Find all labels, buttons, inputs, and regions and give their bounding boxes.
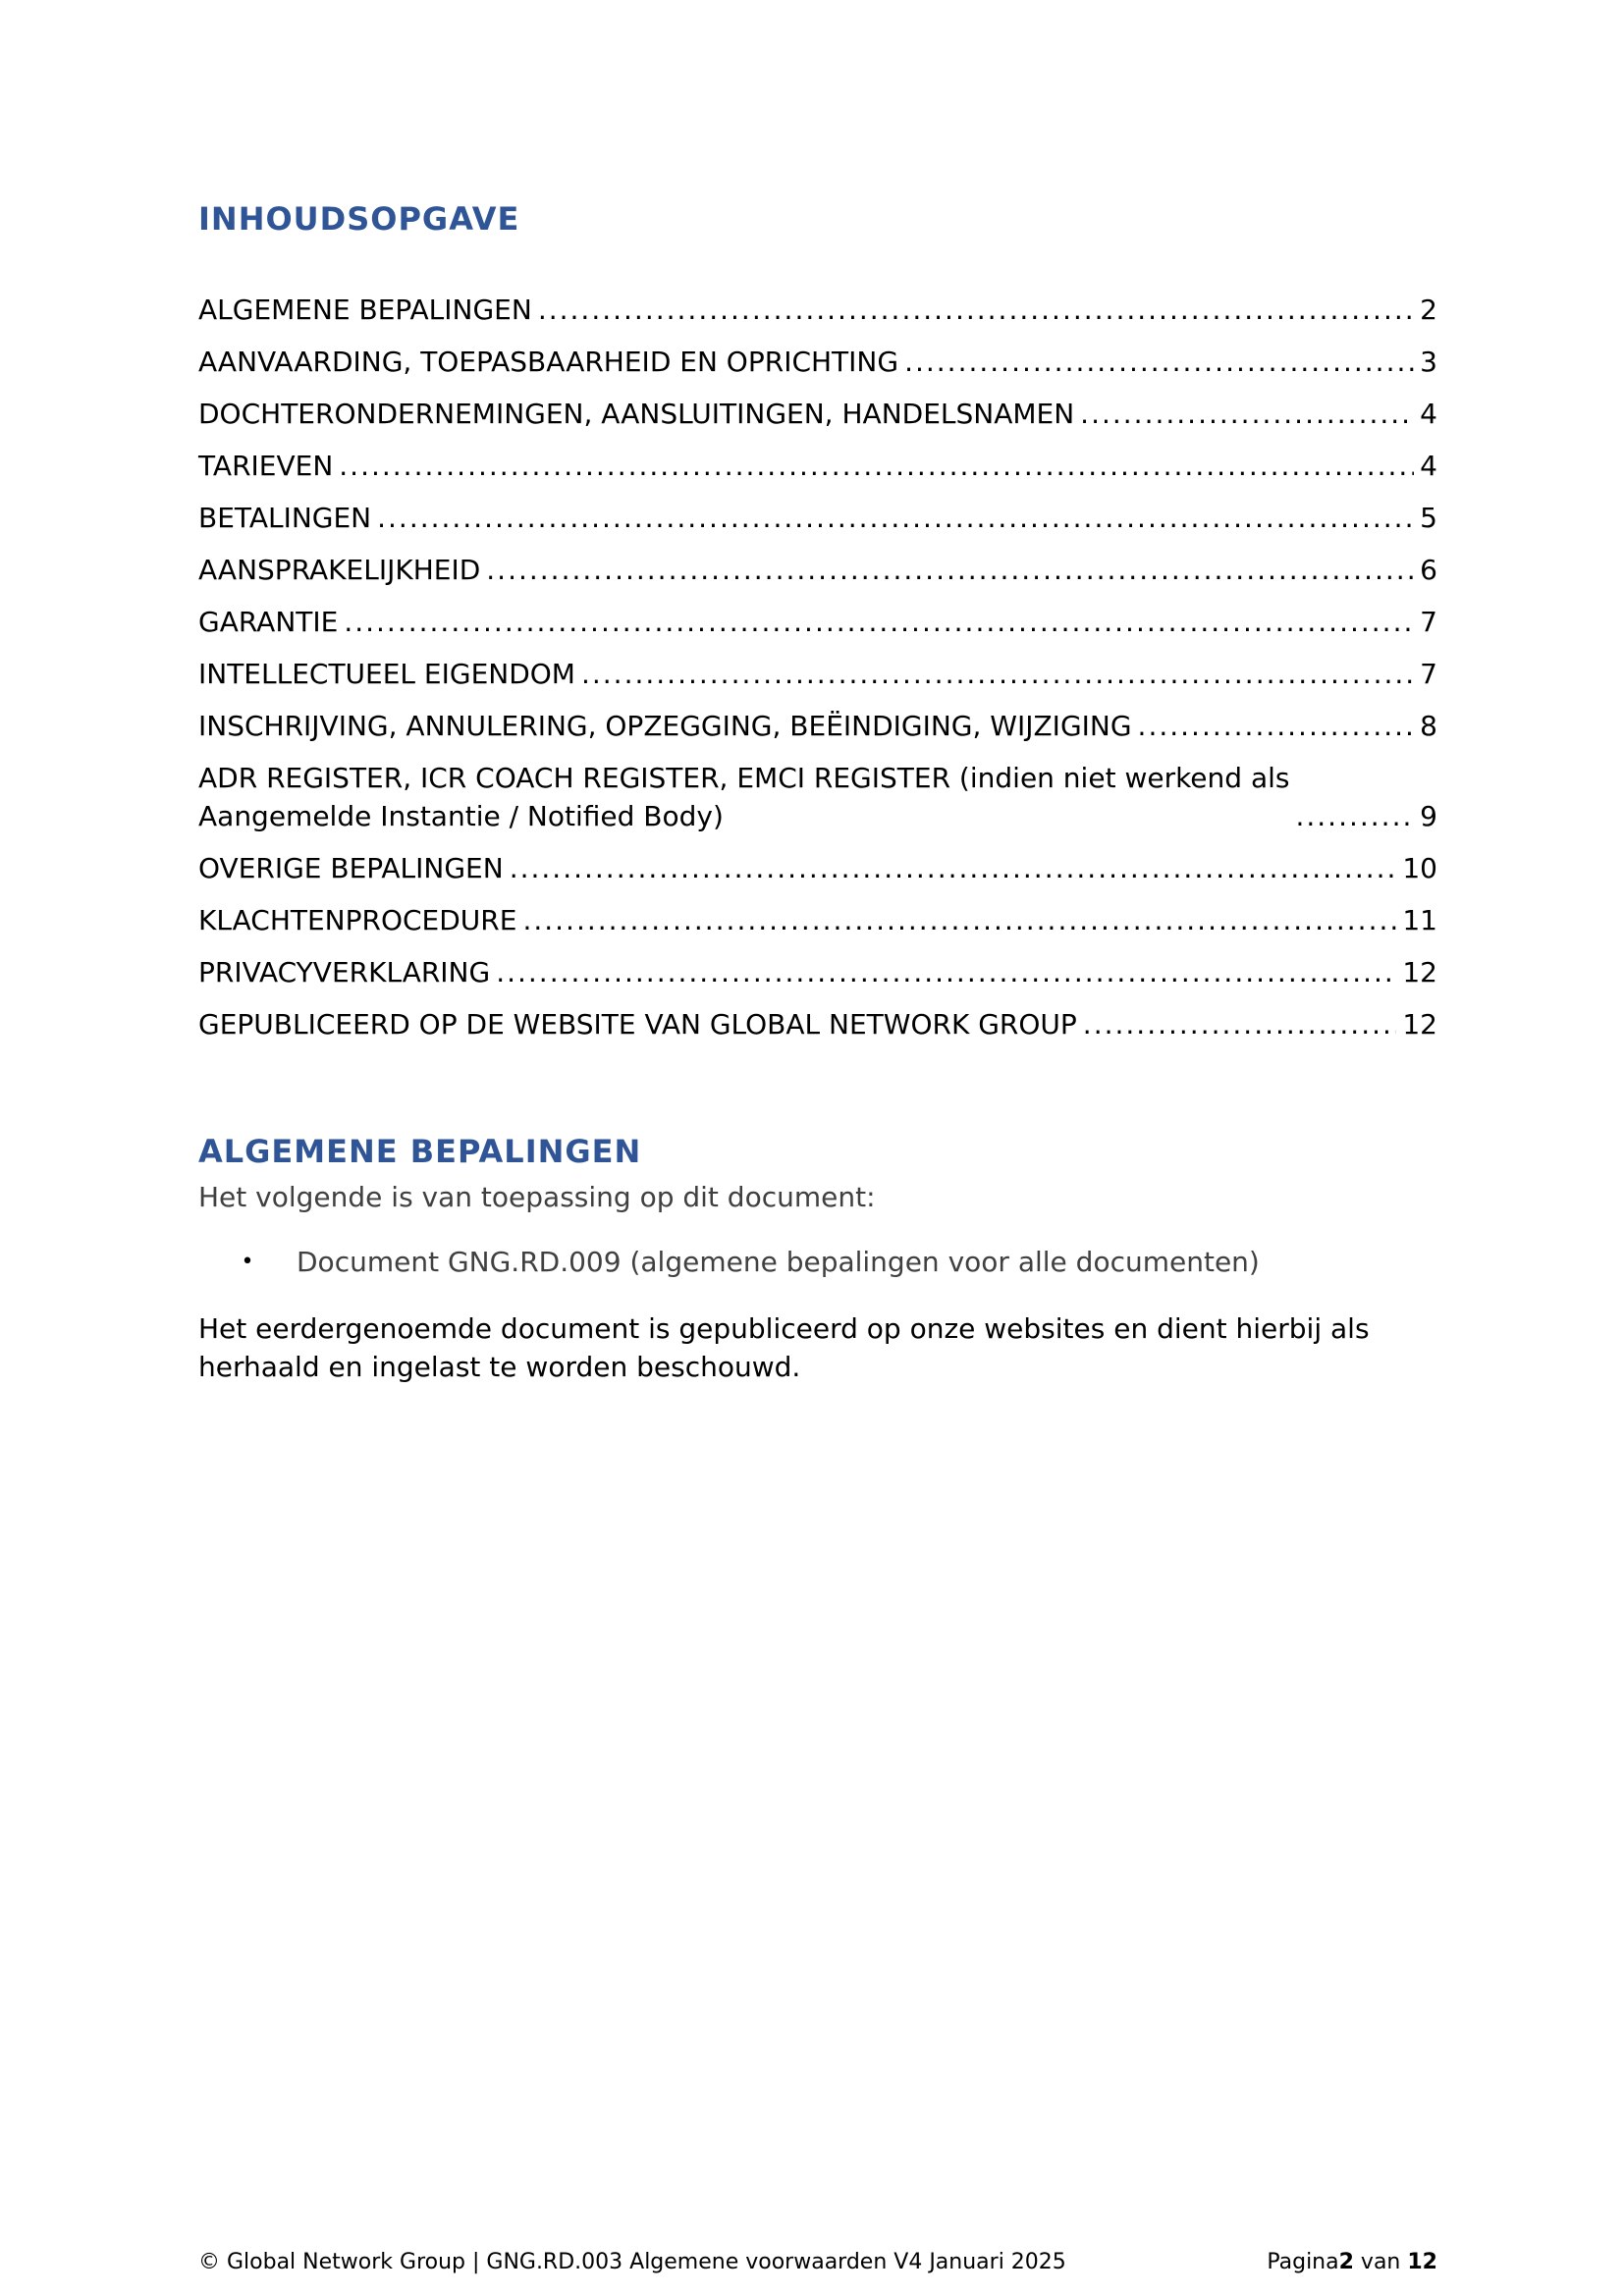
toc-dot-leader bbox=[581, 655, 1414, 693]
list-item bbox=[198, 1243, 1260, 1281]
section-intro: Het volgende is van toepassing op dit document: bbox=[198, 1181, 876, 1213]
toc-entry[interactable] bbox=[198, 707, 1437, 745]
toc-dot-leader bbox=[510, 849, 1397, 887]
toc-page-number: 6 bbox=[1420, 554, 1437, 586]
toc-page-number: 4 bbox=[1420, 398, 1437, 430]
toc-page-number: 12 bbox=[1402, 956, 1437, 988]
toc-entry[interactable] bbox=[198, 447, 1437, 485]
section-body: Het eerdergenoemde document is gepubliceerd op onze websites en dient hierbij als herhaald en ingelast te worden beschouwd. bbox=[198, 1312, 1370, 1383]
toc-entry-label: AANSPRAKELIJKHEID bbox=[198, 554, 481, 586]
toc-entry-label: INTELLECTUEEL EIGENDOM bbox=[198, 658, 575, 690]
toc-dot-leader bbox=[486, 551, 1414, 589]
list-item-text: Document GNG.RD.009 (algemene bepalingen voor alle documenten) bbox=[297, 1246, 1260, 1278]
bullet-icon: • bbox=[241, 1250, 254, 1274]
page-total: 12 bbox=[1407, 2250, 1437, 2274]
toc-page-number: 9 bbox=[1420, 800, 1437, 832]
page-separator: van bbox=[1360, 2250, 1401, 2274]
toc-dot-leader bbox=[1083, 1005, 1397, 1043]
toc-entry[interactable] bbox=[198, 901, 1437, 939]
toc-page-number: 7 bbox=[1420, 606, 1437, 638]
section-heading: ALGEMENE BEPALINGEN bbox=[198, 1133, 642, 1170]
toc-page-number: 7 bbox=[1420, 658, 1437, 690]
toc-page-number: 4 bbox=[1420, 450, 1437, 482]
toc-title: INHOUDSOPGAVE bbox=[198, 200, 520, 238]
toc-page-number: 5 bbox=[1420, 502, 1437, 534]
toc-dot-leader bbox=[1080, 395, 1414, 433]
toc-dot-leader bbox=[344, 603, 1414, 641]
toc-dot-leader bbox=[377, 499, 1414, 537]
toc-entry-label: GEPUBLICEERD OP DE WEBSITE VAN GLOBAL NETWORK GROUP bbox=[198, 1008, 1077, 1041]
toc-entry[interactable] bbox=[198, 603, 1437, 641]
toc-page-number: 10 bbox=[1402, 852, 1437, 884]
toc-dot-leader bbox=[522, 901, 1396, 939]
toc-page-number: 3 bbox=[1420, 346, 1437, 378]
toc-page-number: 12 bbox=[1402, 1008, 1437, 1041]
toc-entry-label: AANVAARDING, TOEPASBAARHEID EN OPRICHTING bbox=[198, 346, 899, 378]
toc-entry-label: DOCHTERONDERNEMINGEN, AANSLUITINGEN, HANDELSNAMEN bbox=[198, 398, 1075, 430]
toc-entry[interactable] bbox=[198, 395, 1437, 433]
toc-entry-label bbox=[198, 759, 1289, 835]
toc-dot-leader bbox=[1138, 707, 1415, 745]
bullet-list bbox=[198, 1243, 1260, 1281]
toc-entry[interactable] bbox=[198, 759, 1437, 835]
toc-entry[interactable] bbox=[198, 499, 1437, 537]
toc-entry[interactable] bbox=[198, 551, 1437, 589]
toc-entry-label: KLACHTENPROCEDURE bbox=[198, 904, 517, 936]
toc-entry-label: ALGEMENE BEPALINGEN bbox=[198, 294, 532, 326]
toc-entry-label-line2: Aangemelde Instantie / Notified Body) bbox=[198, 800, 724, 832]
toc-entry-label: TARIEVEN bbox=[198, 450, 334, 482]
page-footer bbox=[198, 2248, 1437, 2277]
page-current: 2 bbox=[1338, 2250, 1354, 2274]
toc-dot-leader bbox=[538, 291, 1414, 329]
toc-entry-label-line1: ADR REGISTER, ICR COACH REGISTER, EMCI REGISTER (indien niet werkend als bbox=[198, 762, 1290, 794]
toc-entry[interactable] bbox=[198, 849, 1437, 887]
toc-page-number: 2 bbox=[1420, 294, 1437, 326]
toc-page-number: 8 bbox=[1420, 710, 1437, 742]
toc-dot-leader bbox=[339, 447, 1414, 485]
page-label: Pagina bbox=[1267, 2250, 1339, 2274]
toc-entry-label: PRIVACYVERKLARING bbox=[198, 956, 491, 988]
toc-entry[interactable] bbox=[198, 655, 1437, 693]
toc-entry[interactable] bbox=[198, 291, 1437, 329]
toc-entry[interactable] bbox=[198, 1005, 1437, 1043]
toc-entry-label: GARANTIE bbox=[198, 606, 339, 638]
toc-entry-label: INSCHRIJVING, ANNULERING, OPZEGGING, BEËINDIGING, WIJZIGING bbox=[198, 710, 1132, 742]
toc-page-number: 11 bbox=[1402, 904, 1437, 936]
toc-entry-label: OVERIGE BEPALINGEN bbox=[198, 852, 504, 884]
footer-copyright: © Global Network Group | GNG.RD.003 Algemene voorwaarden V4 Januari 2025 bbox=[198, 2250, 1066, 2274]
toc-dot-leader bbox=[496, 953, 1396, 991]
toc-entry-label: BETALINGEN bbox=[198, 502, 372, 534]
toc-dot-leader bbox=[904, 343, 1414, 381]
toc-entry[interactable] bbox=[198, 343, 1437, 381]
page-indicator bbox=[1267, 2248, 1437, 2277]
toc-entry[interactable] bbox=[198, 953, 1437, 991]
toc-dot-leader bbox=[1295, 797, 1414, 835]
table-of-contents bbox=[198, 291, 1437, 1057]
